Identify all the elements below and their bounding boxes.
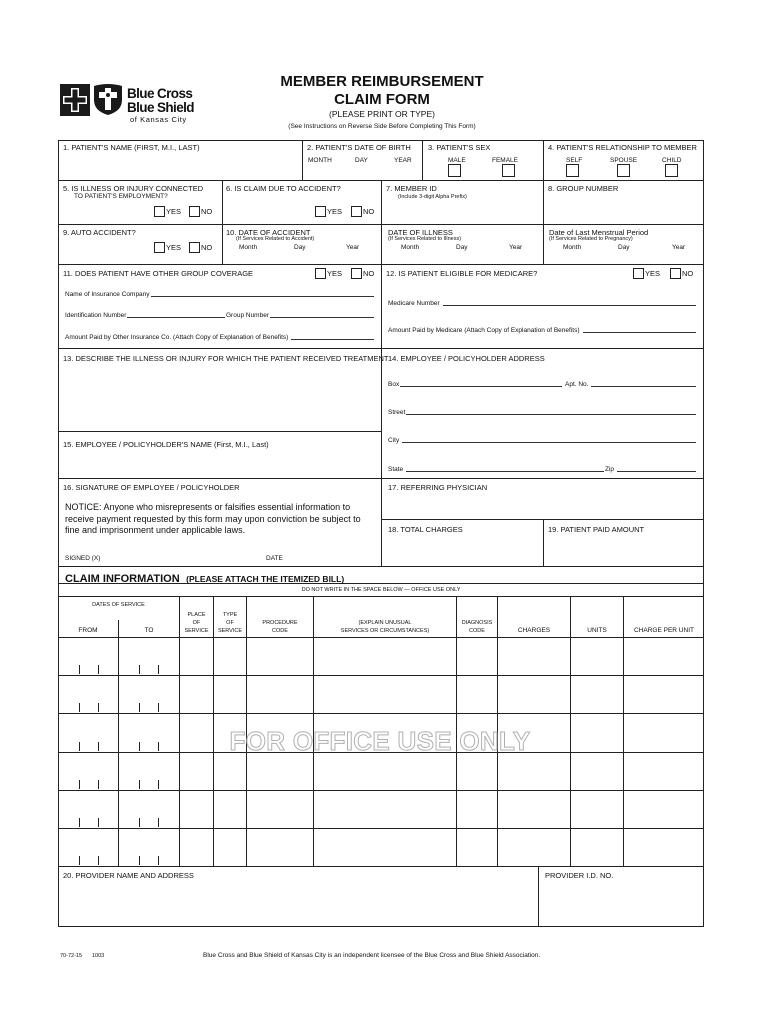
- blue-cross-icon: [60, 84, 90, 116]
- date-separator-tick: [139, 703, 140, 712]
- form-subtitle: (PLEASE PRINT OR TYPE): [329, 109, 435, 119]
- dob-year-label: YEAR: [394, 157, 412, 164]
- policyholder-name-field[interactable]: [60, 450, 379, 477]
- form-code: 70-72-15: [60, 953, 83, 959]
- rel-child-checkbox[interactable]: [665, 164, 678, 177]
- lmp-label: Date of Last Menstrual Period: [549, 228, 649, 237]
- table-row[interactable]: [59, 791, 703, 827]
- dob-field[interactable]: [304, 165, 420, 179]
- provider-id-field[interactable]: [540, 881, 703, 926]
- lmp-month-label: Month: [563, 244, 582, 251]
- place-line-3: SERVICE: [184, 628, 209, 634]
- medicare-number-field[interactable]: [388, 300, 696, 307]
- sex-female-checkbox[interactable]: [502, 164, 515, 177]
- rule: [58, 566, 704, 567]
- date-separator-tick: [139, 856, 140, 865]
- logo-text-2: Blue Shield: [127, 100, 194, 115]
- rel-self-checkbox[interactable]: [566, 164, 579, 177]
- coverage-no-label: NO: [363, 269, 375, 278]
- date-separator-tick: [139, 742, 140, 751]
- claim-info-title: CLAIM INFORMATION: [65, 573, 180, 585]
- referring-physician-label: 17. REFERRING PHYSICIAN: [388, 483, 488, 492]
- accident-date-label: 10. DATE OF ACCIDENT: [226, 228, 311, 237]
- lmp-day-label: Day: [618, 244, 630, 251]
- patient-name-field[interactable]: [60, 152, 300, 179]
- group-number-other-label: Group Number: [226, 312, 269, 319]
- describe-illness-label: 13. DESCRIBE THE ILLNESS OR INJURY FOR WHICH THE PATIENT RECEIVED TREATMENT: [63, 354, 389, 363]
- policyholder-name-label: 15. EMPLOYEE / POLICYHOLDER'S NAME (First, M.I., Last): [63, 440, 269, 449]
- date-separator-tick: [98, 665, 99, 674]
- charges-header: CHARGES: [517, 627, 551, 634]
- employment-yes-checkbox[interactable]: [154, 206, 165, 217]
- date-separator-tick: [139, 818, 140, 827]
- date-separator-tick: [139, 780, 140, 789]
- form-title-1: MEMBER REIMBURSEMENT: [280, 73, 484, 90]
- address-box-field[interactable]: [388, 381, 562, 388]
- group-number-field[interactable]: [545, 194, 702, 223]
- rule: [422, 140, 423, 180]
- policyholder-address-label: 14. EMPLOYEE / POLICYHOLDER ADDRESS: [388, 354, 545, 363]
- address-street-label: Street: [388, 409, 406, 416]
- sex-female-label: FEMALE: [492, 157, 519, 164]
- address-state-field[interactable]: [388, 466, 604, 473]
- units-header: UNITS: [587, 627, 607, 634]
- rule: [543, 140, 544, 224]
- instructions-note: (See Instructions on Reverse Side Before Completing This Form): [288, 123, 476, 130]
- address-box-label: Box: [388, 381, 400, 388]
- auto-no-label: NO: [201, 243, 213, 252]
- date-separator-tick: [139, 665, 140, 674]
- explain-line-2: SERVICES OR CIRCUMSTANCES): [340, 628, 430, 634]
- identification-number-field[interactable]: [65, 312, 225, 319]
- type-of-service-header: [214, 611, 246, 635]
- address-apt-field[interactable]: [565, 381, 696, 388]
- logo-text-3: of Kansas City: [130, 115, 187, 124]
- place-line-2: OF: [192, 620, 201, 626]
- accident-yes-label: YES: [327, 207, 343, 216]
- charge-per-unit-header: CHARGE PER UNIT: [634, 627, 694, 634]
- group-number-label: 8. GROUP NUMBER: [548, 184, 619, 193]
- rule: [58, 431, 381, 432]
- illness-month-label: Month: [401, 244, 420, 251]
- date-separator-tick: [98, 780, 99, 789]
- amount-other-insurance-label: Amount Paid by Other Insurance Co. (Attach Copy of Explanation of Benefits): [65, 334, 289, 341]
- group-number-other-field[interactable]: [226, 312, 374, 319]
- accident-date-note: (If Services Related to Accident): [236, 236, 315, 242]
- claim-info-note: (PLEASE ATTACH THE ITEMIZED BILL): [186, 574, 345, 584]
- illness-date-note: (If Services Related to Illness): [388, 236, 462, 242]
- accident-no-checkbox[interactable]: [351, 206, 362, 217]
- date-separator-tick: [79, 856, 80, 865]
- sex-label: 3. PATIENT'S SEX: [428, 143, 491, 152]
- total-charges-field[interactable]: [383, 535, 541, 565]
- place-line-1: PLACE: [187, 612, 206, 618]
- employment-no-checkbox[interactable]: [189, 206, 200, 217]
- rule: [58, 866, 704, 867]
- table-row[interactable]: [59, 676, 703, 712]
- illness-day-label: Day: [456, 244, 468, 251]
- auto-yes-checkbox[interactable]: [154, 242, 165, 253]
- coverage-no-checkbox[interactable]: [351, 268, 362, 279]
- date-separator-tick: [79, 703, 80, 712]
- patient-name-label: 1. PATIENT'S NAME (FIRST, M.I., LAST): [63, 143, 200, 152]
- accident-yes-checkbox[interactable]: [315, 206, 326, 217]
- rel-self-label: SELF: [566, 157, 583, 164]
- medicare-eligible-label: 12. IS PATIENT ELIGIBLE FOR MEDICARE?: [386, 269, 538, 278]
- lmp-note: (If Services Related to Pregnancy): [549, 236, 633, 242]
- dob-label: 2. PATIENT'S DATE OF BIRTH: [307, 143, 411, 152]
- notice-text: NOTICE: Anyone who misrepresents or falsifies essential information to receive payment requested by this form may upon conviction be subject to fine and imprisonment under applicable laws.: [65, 502, 361, 535]
- amount-medicare-label: Amount Paid by Medicare (Attach Copy of Explanation of Benefits): [388, 327, 580, 334]
- date-separator-tick: [98, 856, 99, 865]
- dob-month-label: MONTH: [308, 157, 332, 164]
- medicare-yes-label: YES: [645, 269, 661, 278]
- dates-of-service-header: DATES OF SERVICE: [92, 602, 145, 608]
- sex-male-checkbox[interactable]: [448, 164, 461, 177]
- accident-month-label: Month: [239, 244, 258, 251]
- address-city-label: City: [388, 437, 400, 444]
- logo: [60, 84, 200, 128]
- medicare-no-label: NO: [682, 269, 694, 278]
- footer-text: Blue Cross and Blue Shield of Kansas City is an independent licensee of the Blue Cross and Blue Shield Association.: [203, 952, 541, 959]
- provider-name-field[interactable]: [60, 881, 536, 926]
- accident-claim-label: 6. IS CLAIM DUE TO ACCIDENT?: [226, 184, 341, 193]
- patient-paid-field[interactable]: [545, 535, 702, 565]
- medicare-number-label: Medicare Number: [388, 300, 440, 307]
- rule: [381, 180, 382, 566]
- signature-date-label: DATE: [266, 555, 283, 562]
- rel-child-label: CHILD: [662, 157, 682, 164]
- provider-name-label: 20. PROVIDER NAME AND ADDRESS: [63, 871, 194, 880]
- office-use-note: DO NOT WRITE IN THE SPACE BELOW — OFFICE USE ONLY: [301, 587, 461, 593]
- auto-accident-label: 9. AUTO ACCIDENT?: [63, 228, 136, 237]
- dob-day-label: DAY: [355, 157, 368, 164]
- member-id-note: (Include 3-digit Alpha Prefix): [398, 194, 467, 200]
- describe-illness-field[interactable]: [60, 364, 379, 430]
- date-separator-tick: [158, 742, 159, 751]
- table-row[interactable]: [59, 753, 703, 789]
- insurance-company-label: Name of Insurance Company: [65, 291, 150, 298]
- medicare-no-checkbox[interactable]: [670, 268, 681, 279]
- coverage-yes-checkbox[interactable]: [315, 268, 326, 279]
- explain-header: [314, 619, 456, 635]
- sex-male-label: MALE: [448, 157, 466, 164]
- from-header: FROM: [78, 627, 98, 634]
- office-use-watermark: FOR OFFICE USE ONLY: [229, 726, 531, 756]
- table-row[interactable]: [59, 829, 703, 865]
- employment-no-label: NO: [201, 207, 213, 216]
- date-separator-tick: [98, 703, 99, 712]
- amount-other-insurance-field[interactable]: [65, 334, 374, 341]
- rel-spouse-checkbox[interactable]: [617, 164, 630, 177]
- place-of-service-header: [180, 611, 213, 635]
- blue-shield-icon: [93, 84, 123, 116]
- address-zip-field[interactable]: [605, 466, 696, 473]
- accident-year-label: Year: [346, 244, 360, 251]
- procedure-line-2: CODE: [272, 628, 288, 634]
- claim-info-heading: [65, 569, 344, 587]
- illness-date-label: DATE OF ILLNESS: [388, 228, 453, 237]
- accident-no-label: NO: [363, 207, 375, 216]
- address-state-label: State: [388, 466, 404, 473]
- signed-label: SIGNED (X): [65, 555, 101, 562]
- auto-yes-label: YES: [166, 243, 182, 252]
- employment-label-2: TO PATIENT'S EMPLOYMENT?: [74, 193, 168, 200]
- medicare-yes-checkbox[interactable]: [633, 268, 644, 279]
- procedure-line-1: PROCEDURE: [262, 620, 298, 626]
- relationship-label: 4. PATIENT'S RELATIONSHIP TO MEMBER: [548, 143, 697, 152]
- signature-date-field[interactable]: [290, 546, 378, 564]
- type-line-3: SERVICE: [217, 628, 243, 634]
- date-separator-tick: [79, 818, 80, 827]
- rule: [538, 866, 539, 927]
- lmp-year-label: Year: [672, 244, 686, 251]
- patient-paid-label: 19. PATIENT PAID AMOUNT: [548, 525, 645, 534]
- form-revision: 1003: [92, 953, 105, 959]
- provider-id-label: PROVIDER I.D. NO.: [545, 871, 614, 880]
- amount-medicare-field[interactable]: [388, 327, 696, 334]
- rule: [543, 224, 544, 264]
- insurance-company-field[interactable]: [65, 291, 374, 298]
- coverage-yes-label: YES: [327, 269, 343, 278]
- other-coverage-label: 11. DOES PATIENT HAVE OTHER GROUP COVERAGE: [63, 269, 254, 278]
- procedure-code-header: [247, 619, 313, 635]
- address-city-field[interactable]: [388, 437, 696, 444]
- date-separator-tick: [158, 665, 159, 674]
- address-zip-label: Zip: [605, 466, 615, 473]
- identification-number-label: Identification Number: [65, 312, 127, 319]
- rule: [302, 140, 303, 180]
- referring-physician-field[interactable]: [383, 493, 702, 518]
- form-title-2: CLAIM FORM: [334, 91, 430, 108]
- diagnosis-code-header: [457, 619, 497, 635]
- total-charges-label: 18. TOTAL CHARGES: [388, 525, 463, 534]
- employment-label: 5. IS ILLNESS OR INJURY CONNECTED: [63, 184, 204, 193]
- explain-line-1: (EXPLAIN UNUSUAL: [358, 620, 412, 626]
- address-apt-label: Apt. No.: [565, 381, 589, 388]
- date-separator-tick: [158, 780, 159, 789]
- type-line-1: TYPE: [222, 612, 238, 618]
- date-separator-tick: [98, 818, 99, 827]
- accident-day-label: Day: [294, 244, 306, 251]
- signature-field[interactable]: [110, 546, 260, 564]
- auto-no-checkbox[interactable]: [189, 242, 200, 253]
- table-row[interactable]: [59, 638, 703, 674]
- date-separator-tick: [158, 818, 159, 827]
- address-street-field[interactable]: [388, 409, 696, 416]
- to-header: TO: [144, 627, 154, 634]
- date-separator-tick: [158, 856, 159, 865]
- date-separator-tick: [158, 703, 159, 712]
- member-id-field[interactable]: [383, 201, 541, 223]
- type-line-2: OF: [226, 620, 234, 626]
- rule: [58, 596, 704, 597]
- illness-year-label: Year: [509, 244, 523, 251]
- member-id-label: 7. MEMBER ID: [386, 184, 437, 193]
- diagnosis-line-2: CODE: [469, 628, 485, 634]
- date-separator-tick: [79, 665, 80, 674]
- date-separator-tick: [79, 742, 80, 751]
- logo-text-1: Blue Cross: [127, 86, 193, 101]
- date-separator-tick: [79, 780, 80, 789]
- signature-label: 16. SIGNATURE OF EMPLOYEE / POLICYHOLDER: [63, 483, 240, 492]
- diagnosis-line-1: DIAGNOSIS: [461, 620, 493, 626]
- rule: [543, 519, 544, 566]
- employment-yes-label: YES: [166, 207, 182, 216]
- rule: [222, 180, 223, 264]
- rel-spouse-label: SPOUSE: [610, 157, 638, 164]
- date-separator-tick: [98, 742, 99, 751]
